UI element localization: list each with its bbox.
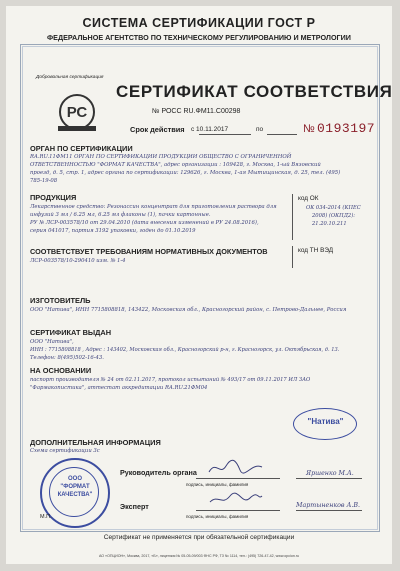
agency-title: ФЕДЕРАЛЬНОЕ АГЕНТСТВО ПО ТЕХНИЧЕСКОМУ РЕГУЛИРОВАНИЮ И МЕТРОЛОГИИ: [47, 33, 351, 42]
head-name-line: [296, 478, 362, 479]
expert-signature-scribble: [206, 490, 266, 510]
organ-heading: ОРГАН ПО СЕРТИФИКАЦИИ: [30, 144, 133, 153]
organ-seal-text-3: КАЧЕСТВА": [57, 492, 93, 498]
compliance-heading: СООТВЕТСТВУЕТ ТРЕБОВАНИЯМ НОРМАТИВНЫХ ДОКУМЕНТОВ: [30, 247, 268, 256]
expert-signature-caption: подпись, инициалы, фамилия: [186, 514, 249, 519]
product-line-4: серия 041017, партия 3192 упаковки, годен до 01.10.2019: [30, 228, 196, 234]
additional-heading: ДОПОЛНИТЕЛЬНАЯ ИНФОРМАЦИЯ: [30, 438, 161, 447]
number-prefix: №: [303, 123, 315, 135]
organ-line-2: ОТВЕТСТВЕННОСТЬЮ "ФОРМАТ КАЧЕСТВА", адрес организации : 109428, г. Москва, 1-ый Вязовский: [30, 162, 321, 168]
issued-line-2: ИНН : 7715808818 , Адрес : 143402, Московская обл., Красногорский р-н, г. Красногорск, ул. Октябрьская, д. 13.: [30, 347, 340, 353]
okp-code-line-1: ОК 034-2014 (КПЕС: [306, 205, 361, 211]
validity-from-underline: [199, 134, 251, 135]
product-heading: ПРОДУКЦИЯ: [30, 193, 77, 202]
issued-line-1: ООО "Натива",: [30, 339, 74, 345]
okp-code-line-3: 21.20.10.211: [312, 221, 347, 227]
validity-from: с 10.11.2017: [191, 126, 229, 133]
organ-line-1: RA.RU.11ФМ11 ОРГАН ПО СЕРТИФИКАЦИИ ПРОДУКЦИИ ОБЩЕСТВО С ОГРАНИЧЕННОЙ: [30, 154, 292, 160]
svg-text:РС: РС: [66, 104, 88, 121]
gost-r-logo-icon: [52, 82, 102, 132]
head-signature-caption: подпись, инициалы, фамилия: [186, 482, 249, 487]
okp-label: код ОК: [298, 195, 319, 202]
organ-line-4: 785-19-08: [30, 178, 58, 184]
validity-label: Срок действия: [130, 125, 185, 134]
organ-seal-text-1: ООО: [67, 476, 82, 482]
basis-heading: НА ОСНОВАНИИ: [30, 366, 92, 375]
head-signature-label: Руководитель органа: [120, 468, 197, 477]
validity-to-underline: [267, 134, 297, 135]
validity-to: по: [256, 126, 264, 133]
okp-code-line-2: 2008) (ОКПД2):: [312, 213, 355, 219]
additional-line: Схема сертификации 3с: [30, 448, 100, 454]
expert-signature-line: [196, 510, 280, 511]
head-signature-line: [196, 478, 280, 479]
head-signature-scribble: [206, 458, 266, 478]
product-line-3: РУ № ЛСР-003578/10 от 29.04.2010 (дата внесения изменений в РУ 24.08.2016),: [30, 220, 259, 226]
footer-note: Сертификат не применяется при обязательной сертификации: [103, 534, 295, 541]
issued-heading: СЕРТИФИКАТ ВЫДАН: [30, 328, 112, 337]
product-line-1: Лекарственное средство: Резонассин концентрат для приготовления раствора для: [30, 204, 277, 210]
registration-number: № РОСС RU.ФМ11.С00298: [152, 108, 241, 115]
organ-seal-text-2: "ФОРМАТ: [60, 484, 90, 490]
footer-print-info: АО «ОПЦИОН», Москва, 2017, «Б», лицензия № 05-05-09/003 ФНС РФ, ТЗ № 1114, тел.: (495) 726-47-42, www.opcion.ru: [98, 554, 300, 558]
tnved-label: код ТН ВЭД: [298, 247, 334, 254]
nativa-stamp-text: "Натива": [307, 417, 344, 426]
basis-line-1: паспорт производителя № 24 от 02.11.2017, протокол испытаний № 493/17 от 09.11.2017 ИЛ ЗАО: [30, 377, 311, 383]
system-title: СИСТЕМА СЕРТИФИКАЦИИ ГОСТ Р: [82, 16, 316, 30]
issued-line-3: Телефон: 8(495)502-16-43.: [30, 355, 104, 361]
tnved-divider: [292, 246, 293, 268]
basis-line-2: "Фармакопистика", аттестат аккредитации RA.RU.21ФМ04: [30, 385, 208, 391]
organ-line-3: проезд, д. 5, стр. 1, адрес органа по сертификации: 129626, г. Москва, 1-ая Мытищинская, д. 25, тел. (495): [30, 170, 341, 176]
seal-mp-label: М.П.: [40, 514, 52, 520]
expert-name-line: [296, 510, 362, 511]
manufacturer-heading: ИЗГОТОВИТЕЛЬ: [30, 296, 91, 305]
manufacturer-line: ООО "Натива", ИНН 7715808818, 143422, Московская обл., Красногорский район, с. Петрово-Дальнее, Россия: [30, 307, 347, 313]
certificate-title: СЕРТИФИКАТ СООТВЕТСТВИЯ: [116, 82, 392, 101]
product-line-2: инфузий 3 мл / 6.25 мл, 6.25 мл флаконы (1), пачки картонные.: [30, 212, 211, 218]
okp-divider: [292, 194, 293, 240]
certificate-number: 0193197: [317, 121, 376, 136]
head-name: Яршенко М.А.: [306, 470, 354, 477]
certificate-page: [6, 6, 392, 564]
compliance-line: ЛСР-003578/10-290410 изм. № 1-4: [30, 258, 126, 264]
expert-name: Мартыненков А.В.: [296, 502, 360, 509]
logo-caption: Добровольная сертификация: [36, 75, 104, 80]
expert-signature-label: Эксперт: [120, 502, 149, 511]
